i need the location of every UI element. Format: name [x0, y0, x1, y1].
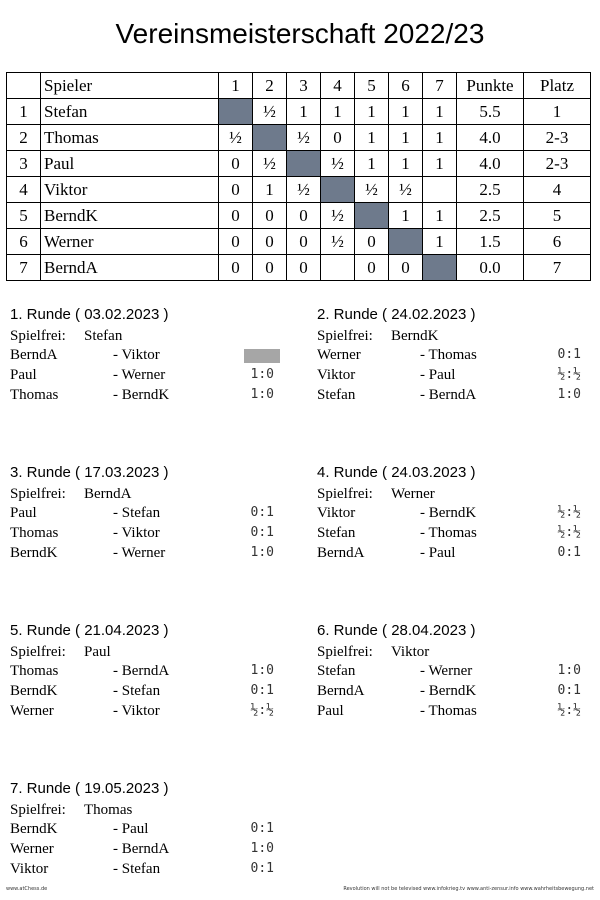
- header-spieler: Spieler: [41, 73, 219, 99]
- game-row: [317, 525, 587, 545]
- round-block: [10, 622, 280, 722]
- header-round-1: 1: [219, 73, 253, 99]
- game-result: 1:0: [557, 663, 581, 678]
- round-heading: 7. Runde ( 19.05.2023 ): [10, 780, 169, 797]
- round-block: [317, 622, 587, 722]
- header-number-cell: [7, 73, 41, 99]
- spielfrei-line: [317, 486, 435, 503]
- platz-cell: 1: [524, 99, 591, 125]
- platz-cell: 2-3: [524, 151, 591, 177]
- black-player: - Stefan: [113, 683, 161, 699]
- spielfrei-player: BerndK: [391, 328, 439, 344]
- spielfrei-line: [10, 644, 111, 661]
- result-cell: ½: [321, 229, 355, 255]
- player-name: Thomas: [41, 125, 219, 151]
- crosstable-row: [7, 177, 591, 203]
- result-cell: 1: [253, 177, 287, 203]
- pending-result-box: [244, 349, 280, 363]
- diagonal-cell: [253, 125, 287, 151]
- round-block: [317, 464, 587, 564]
- game-result: 1:0: [250, 663, 274, 678]
- result-cell: 0: [321, 125, 355, 151]
- game-row: [317, 367, 587, 387]
- round-block: [317, 306, 587, 406]
- player-name: BerndA: [41, 255, 219, 281]
- white-player: BerndK: [10, 821, 58, 837]
- result-cell: 0: [287, 255, 321, 281]
- result-cell: 0: [355, 229, 389, 255]
- result-cell: 1: [355, 99, 389, 125]
- black-player: - Stefan: [113, 505, 161, 521]
- crosstable-row: [7, 125, 591, 151]
- diagonal-cell: [355, 203, 389, 229]
- punkte-cell: 4.0: [457, 151, 524, 177]
- result-cell: ½: [253, 151, 287, 177]
- result-cell: [321, 255, 355, 281]
- result-cell: ½: [355, 177, 389, 203]
- result-cell: 1: [389, 203, 423, 229]
- game-row: [10, 841, 280, 861]
- round-block: [10, 780, 280, 880]
- black-player: - Viktor: [113, 347, 160, 363]
- header-round-2: 2: [253, 73, 287, 99]
- spielfrei-label: Spielfrei:: [10, 644, 66, 660]
- game-result: 0:1: [250, 525, 274, 540]
- header-punkte: Punkte: [457, 73, 524, 99]
- round-heading: 6. Runde ( 28.04.2023 ): [317, 622, 476, 639]
- result-cell: 0: [219, 229, 253, 255]
- white-player: Werner: [10, 703, 54, 719]
- result-cell: 1: [389, 99, 423, 125]
- game-result: 0:1: [250, 861, 274, 876]
- white-player: Paul: [10, 505, 37, 521]
- white-player: Paul: [317, 703, 344, 719]
- player-name: BerndK: [41, 203, 219, 229]
- header-round-6: 6: [389, 73, 423, 99]
- diagonal-cell: [219, 99, 253, 125]
- white-player: BerndA: [317, 545, 365, 561]
- white-player: Paul: [10, 367, 37, 383]
- result-cell: ½: [321, 203, 355, 229]
- header-round-4: 4: [321, 73, 355, 99]
- player-number: 1: [7, 99, 41, 125]
- round-block: [10, 464, 280, 564]
- round-block: [10, 306, 280, 406]
- game-row: [10, 663, 280, 683]
- crosstable-header-row: [7, 73, 591, 99]
- spielfrei-player: Viktor: [391, 644, 430, 660]
- black-player: - Paul: [420, 367, 456, 383]
- result-cell: 0: [253, 255, 287, 281]
- spielfrei-label: Spielfrei:: [317, 644, 373, 660]
- result-cell: 0: [355, 255, 389, 281]
- black-player: - Thomas: [420, 525, 477, 541]
- result-cell: 1: [423, 203, 457, 229]
- spielfrei-label: Spielfrei:: [317, 328, 373, 344]
- game-result: 0:1: [557, 683, 581, 698]
- crosstable-row: [7, 203, 591, 229]
- spielfrei-line: [317, 644, 430, 661]
- result-cell: ½: [219, 125, 253, 151]
- punkte-cell: 1.5: [457, 229, 524, 255]
- black-player: - Stefan: [113, 861, 161, 877]
- round-heading: 5. Runde ( 21.04.2023 ): [10, 622, 169, 639]
- game-row: [10, 861, 280, 881]
- header-round-3: 3: [287, 73, 321, 99]
- black-player: - Paul: [113, 821, 149, 837]
- black-player: - Paul: [420, 545, 456, 561]
- game-row: [317, 387, 587, 407]
- player-number: 2: [7, 125, 41, 151]
- spielfrei-line: [10, 802, 133, 819]
- game-row: [317, 703, 587, 723]
- game-row: [10, 505, 280, 525]
- white-player: Viktor: [317, 367, 356, 383]
- black-player: - BerndK: [420, 683, 477, 699]
- round-heading: 2. Runde ( 24.02.2023 ): [317, 306, 476, 323]
- result-cell: ½: [253, 99, 287, 125]
- game-result: 0:1: [557, 545, 581, 560]
- header-round-7: 7: [423, 73, 457, 99]
- result-cell: 0: [219, 255, 253, 281]
- diagonal-cell: [389, 229, 423, 255]
- result-cell: 0: [389, 255, 423, 281]
- spielfrei-label: Spielfrei:: [10, 486, 66, 502]
- result-cell: 1: [389, 151, 423, 177]
- black-player: - BerndK: [113, 387, 170, 403]
- platz-cell: 6: [524, 229, 591, 255]
- black-player: - BerndA: [420, 387, 477, 403]
- game-row: [317, 347, 587, 367]
- round-heading: 4. Runde ( 24.03.2023 ): [317, 464, 476, 481]
- game-row: [10, 347, 280, 367]
- player-name: Paul: [41, 151, 219, 177]
- result-cell: 1: [423, 99, 457, 125]
- result-cell: [423, 177, 457, 203]
- game-row: [10, 703, 280, 723]
- white-player: BerndK: [10, 683, 58, 699]
- black-player: - Thomas: [420, 347, 477, 363]
- footer-right: Revolution will not be televised www.infokrieg.tv www.anti-zensur.info www.wahrheitsbewegung.net: [343, 886, 594, 892]
- result-cell: 0: [219, 203, 253, 229]
- black-player: - BerndA: [113, 663, 170, 679]
- header-round-5: 5: [355, 73, 389, 99]
- black-player: - Viktor: [113, 525, 160, 541]
- crosstable-row: [7, 151, 591, 177]
- result-cell: 1: [321, 99, 355, 125]
- game-row: [10, 525, 280, 545]
- black-player: - Werner: [113, 545, 166, 561]
- game-result: ½:½: [250, 703, 274, 718]
- punkte-cell: 4.0: [457, 125, 524, 151]
- game-result: 1:0: [250, 387, 274, 402]
- player-name: Werner: [41, 229, 219, 255]
- spielfrei-label: Spielfrei:: [10, 328, 66, 344]
- black-player: - BerndA: [113, 841, 170, 857]
- result-cell: 0: [287, 229, 321, 255]
- punkte-cell: 5.5: [457, 99, 524, 125]
- footer-left: www.atChess.de: [6, 886, 48, 892]
- header-platz: Platz: [524, 73, 591, 99]
- punkte-cell: 0.0: [457, 255, 524, 281]
- white-player: Viktor: [317, 505, 356, 521]
- game-row: [10, 683, 280, 703]
- platz-cell: 5: [524, 203, 591, 229]
- result-cell: 0: [253, 229, 287, 255]
- white-player: Stefan: [317, 387, 356, 403]
- spielfrei-line: [10, 486, 132, 503]
- result-cell: 1: [423, 151, 457, 177]
- game-row: [10, 387, 280, 407]
- result-cell: 1: [423, 125, 457, 151]
- player-number: 5: [7, 203, 41, 229]
- result-cell: 0: [219, 177, 253, 203]
- spielfrei-player: Thomas: [84, 802, 133, 818]
- spielfrei-player: Stefan: [84, 328, 123, 344]
- result-cell: 1: [423, 229, 457, 255]
- player-number: 4: [7, 177, 41, 203]
- game-result: ½:½: [557, 367, 581, 382]
- game-result: 1:0: [250, 545, 274, 560]
- game-row: [317, 505, 587, 525]
- crosstable-body: [7, 99, 591, 281]
- diagonal-cell: [423, 255, 457, 281]
- black-player: - Thomas: [420, 703, 477, 719]
- spielfrei-player: BerndA: [84, 486, 132, 502]
- white-player: BerndK: [10, 545, 58, 561]
- game-result: ½:½: [557, 505, 581, 520]
- white-player: Werner: [10, 841, 54, 857]
- game-row: [10, 545, 280, 565]
- game-row: [10, 821, 280, 841]
- result-cell: 0: [287, 203, 321, 229]
- game-result: 0:1: [250, 505, 274, 520]
- player-name: Stefan: [41, 99, 219, 125]
- player-name: Viktor: [41, 177, 219, 203]
- result-cell: 1: [287, 99, 321, 125]
- black-player: - Viktor: [113, 703, 160, 719]
- crosstable-row: [7, 229, 591, 255]
- round-heading: 3. Runde ( 17.03.2023 ): [10, 464, 169, 481]
- white-player: Thomas: [10, 663, 59, 679]
- page-title: Vereinsmeisterschaft 2022/23: [115, 18, 485, 49]
- result-cell: 1: [389, 125, 423, 151]
- result-cell: ½: [321, 151, 355, 177]
- platz-cell: 2-3: [524, 125, 591, 151]
- result-cell: ½: [287, 177, 321, 203]
- result-cell: 1: [355, 125, 389, 151]
- spielfrei-line: [10, 328, 123, 345]
- game-result: 1:0: [557, 387, 581, 402]
- result-cell: ½: [389, 177, 423, 203]
- crosstable-row: [7, 99, 591, 125]
- white-player: BerndA: [317, 683, 365, 699]
- game-result: ½:½: [557, 703, 581, 718]
- game-row: [317, 683, 587, 703]
- punkte-cell: 2.5: [457, 203, 524, 229]
- spielfrei-label: Spielfrei:: [317, 486, 373, 502]
- game-result: 0:1: [557, 347, 581, 362]
- spielfrei-line: [317, 328, 439, 345]
- black-player: - BerndK: [420, 505, 477, 521]
- player-number: 7: [7, 255, 41, 281]
- diagonal-cell: [321, 177, 355, 203]
- crosstable-row: [7, 255, 591, 281]
- spielfrei-label: Spielfrei:: [10, 802, 66, 818]
- white-player: BerndA: [10, 347, 58, 363]
- result-cell: 0: [219, 151, 253, 177]
- white-player: Werner: [317, 347, 361, 363]
- game-result: 0:1: [250, 683, 274, 698]
- white-player: Stefan: [317, 525, 356, 541]
- game-result: ½:½: [557, 525, 581, 540]
- game-result: 1:0: [250, 367, 274, 382]
- game-row: [10, 367, 280, 387]
- black-player: - Werner: [113, 367, 166, 383]
- crosstable: [6, 72, 591, 281]
- player-number: 3: [7, 151, 41, 177]
- spielfrei-player: Werner: [391, 486, 435, 502]
- game-result: 0:1: [250, 821, 274, 836]
- player-number: 6: [7, 229, 41, 255]
- result-cell: 1: [355, 151, 389, 177]
- result-cell: ½: [287, 125, 321, 151]
- white-player: Thomas: [10, 387, 59, 403]
- punkte-cell: 2.5: [457, 177, 524, 203]
- game-result: 1:0: [250, 841, 274, 856]
- white-player: Viktor: [10, 861, 49, 877]
- game-row: [317, 545, 587, 565]
- round-heading: 1. Runde ( 03.02.2023 ): [10, 306, 169, 323]
- platz-cell: 7: [524, 255, 591, 281]
- white-player: Stefan: [317, 663, 356, 679]
- white-player: Thomas: [10, 525, 59, 541]
- platz-cell: 4: [524, 177, 591, 203]
- game-row: [317, 663, 587, 683]
- diagonal-cell: [287, 151, 321, 177]
- result-cell: 0: [253, 203, 287, 229]
- spielfrei-player: Paul: [84, 644, 111, 660]
- black-player: - Werner: [420, 663, 473, 679]
